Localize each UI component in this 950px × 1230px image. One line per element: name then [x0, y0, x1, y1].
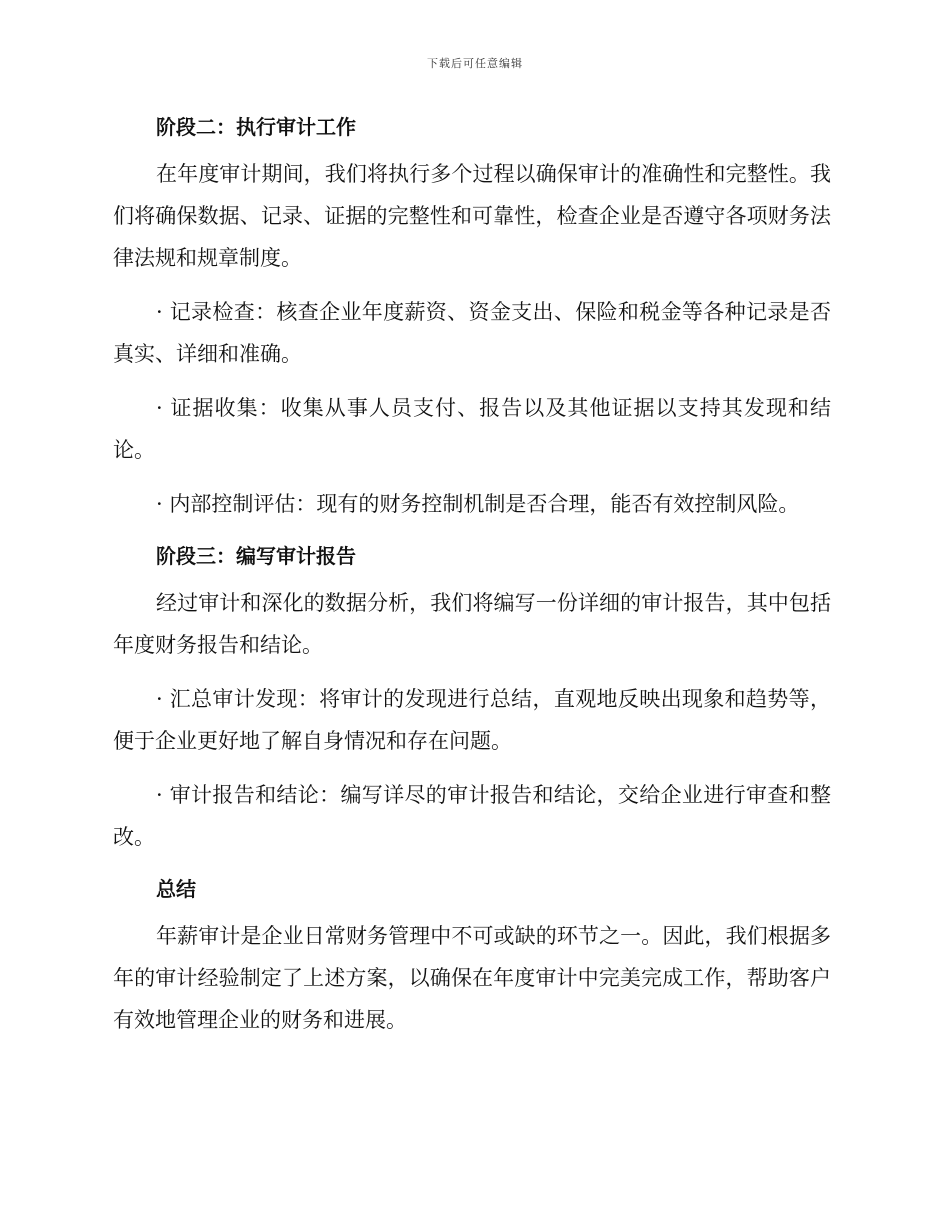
section-heading-summary: 总结 — [156, 877, 196, 901]
bullet-item-evidence-collection: · 证据收集：收集从事人员支付、报告以及其他证据以支持其发现和结论。 — [113, 396, 831, 462]
section-paragraph: 在年度审计期间，我们将执行多个过程以确保审计的准确性和完整性。我们将确保数据、记录、证据的完整性和可靠性，检查企业是否遵守各项财务法律法规和规章制度。 — [113, 162, 831, 270]
bullet-item-summary-findings: · 汇总审计发现：将审计的发现进行总结，直观地反映出现象和趋势等，便于企业更好地了解自身情况和存在问题。 — [113, 687, 831, 753]
section-paragraph: 经过审计和深化的数据分析，我们将编写一份详细的审计报告，其中包括年度财务报告和结论。 — [113, 591, 831, 657]
bullet-item-internal-control: · 内部控制评估：现有的财务控制机制是否合理，能否有效控制风险。 — [156, 492, 800, 516]
section-heading-stage-three: 阶段三：编写审计报告 — [156, 544, 356, 568]
page-header: 下载后可任意编辑 — [427, 57, 523, 70]
bullet-item-report-conclusion: · 审计报告和结论：编写详尽的审计报告和结论，交给企业进行审查和整改。 — [113, 783, 831, 849]
bullet-item-record-check: · 记录检查：核查企业年度薪资、资金支出、保险和税金等各种记录是否真实、详细和准确。 — [113, 300, 831, 366]
document-body — [113, 108, 831, 1053]
section-paragraph: 年薪审计是企业日常财务管理中不可或缺的环节之一。因此，我们根据多年的审计经验制定了上述方案，以确保在年度审计中完美完成工作，帮助客户有效地管理企业的财务和进展。 — [113, 924, 831, 1032]
section-heading-stage-two: 阶段二：执行审计工作 — [156, 115, 356, 139]
